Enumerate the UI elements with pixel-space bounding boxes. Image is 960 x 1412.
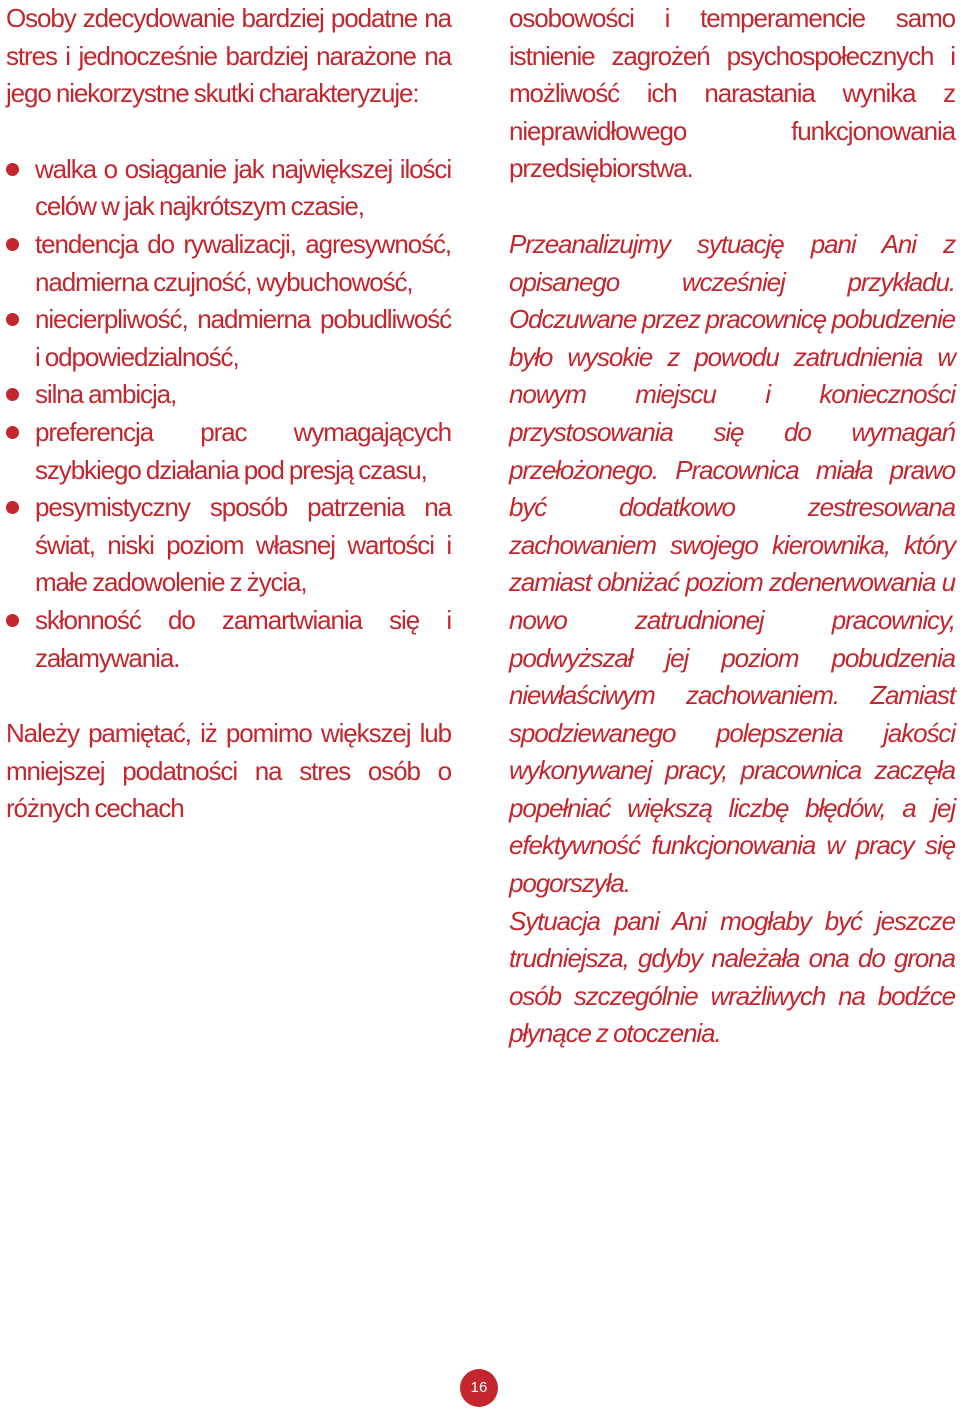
list-item (6, 151, 451, 226)
left-column (6, 0, 451, 828)
list-item-text: skłonność do zamartwiania się i załamywania. (35, 604, 451, 673)
list-item-text: preferencja prac wymagających szybkiego działania pod presją czasu, (35, 416, 451, 485)
list-item (6, 301, 451, 376)
bullet-icon (6, 238, 19, 251)
page-number-badge: 16 (460, 1369, 498, 1407)
continuation-paragraph: osobowości i temperamencie samo istnienie zagrożeń psychospołecznych i możliwość ich narastania wynika z nieprawidłowego funkcjonowania przedsiębiorstwa. (509, 3, 955, 184)
bullet-icon (6, 388, 19, 401)
paragraph-spacer (509, 188, 955, 226)
list-item-text: pesymistyczny sposób patrzenia na świat, niski poziom własnej wartości i małe zadowolenie z życia, (35, 492, 451, 598)
list-item (6, 602, 451, 677)
list-item (6, 489, 451, 602)
bullet-icon (6, 426, 19, 439)
closing-paragraph: Należy pamiętać, iż pomimo większej lub mniejszej podatności na stres osób o różnych cechach (6, 718, 451, 824)
list-item-text: niecierpliwość, nadmierna pobudliwość i odpowiedzialność, (35, 304, 451, 372)
bullet-icon (6, 313, 19, 326)
bullet-icon (6, 501, 19, 514)
list-item-text: silna ambicja, (35, 379, 177, 410)
list-item (6, 376, 451, 414)
intro-paragraph: Osoby zdecydowanie bardziej podatne na stres i jednocześnie bardziej narażone na jego niekorzystne skutki charakteryzuje: (6, 3, 451, 109)
bullet-icon (6, 163, 19, 176)
list-item-text: tendencja do rywalizacji, agresywność, nadmierna czujność, wybuchowość, (35, 228, 451, 297)
example-paragraph: Przeanalizujmy sytuację pani Ani z opisanego wcześniej przykładu. Odczuwane przez pracownicę pobudzenie było wysokie z powodu zatrudnienia w nowym miejscu i konieczności przystosowania się do wymagań przełożonego. Pracownica miała prawo być dodatkowo zestresowana zachowaniem swojego kierownika, który zamiast obniżać poziom zdenerwowania u nowo zatrudnionej pracownicy, podwyższał jej poziom pobudzenia niewłaściwym zachowaniem. Zamiast spodziewanego polepszenia jakości wykonywanej pracy, pracownica zaczęła popełniać większą liczbę błędów, a jej efektywność funkcjonowania w pracy się pogorszyła. (509, 228, 955, 899)
bullet-icon (6, 614, 19, 627)
list-item (6, 226, 451, 301)
conclusion-paragraph: Sytuacja pani Ani mogłaby być jeszcze trudniejsza, gdyby należała ona do grona osób szczególnie wrażliwych na bodźce płynące z otoczenia. (509, 905, 955, 1049)
traits-list (6, 151, 451, 677)
right-column (509, 0, 955, 1053)
list-item (6, 414, 451, 489)
list-item-text: walka o osiąganie jak największej ilości celów w jak najkrótszym czasie, (35, 153, 451, 222)
